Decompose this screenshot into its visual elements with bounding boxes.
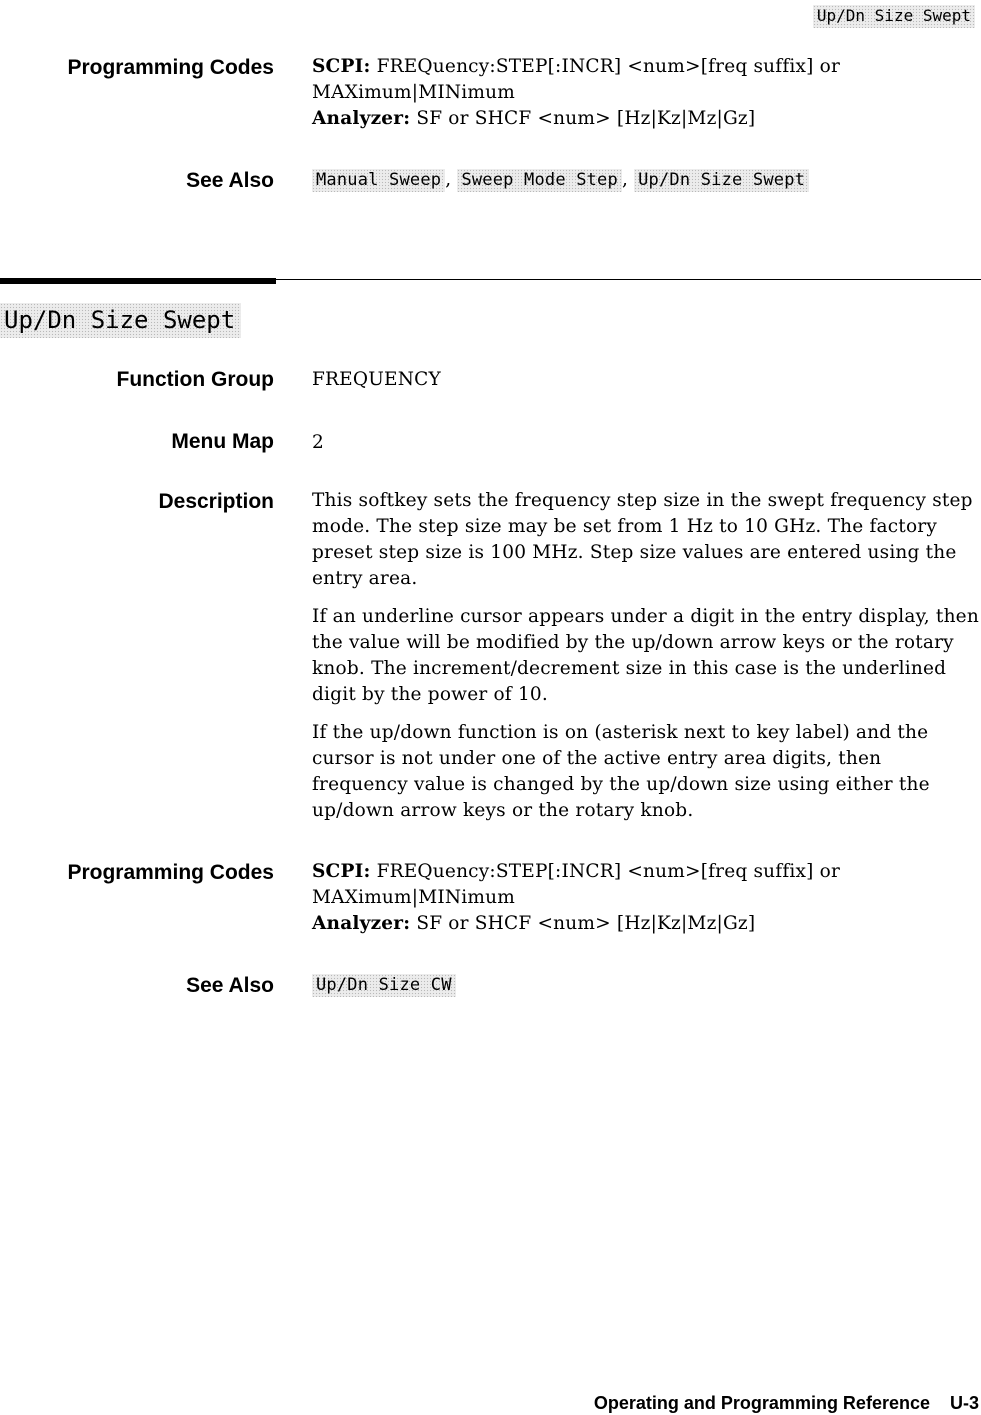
entry-programming-codes-content [312,859,980,937]
see-also-label: See Also [186,169,274,192]
see-also-separator: , [621,169,629,190]
see-also-up-dn-size-swept-key[interactable]: Up/Dn Size Swept [634,169,809,192]
menu-map-label: Menu Map [171,430,274,453]
section-divider-bar [0,278,276,284]
analyzer-lead: Analyzer: [312,108,411,129]
menu-map-value: 2 [312,432,324,453]
description-paragraph: If the up/down function is on (asterisk next to key label) and the cursor is not under one of the active entry area digits, then frequency value is changed by the up/down size using either the up/down arrow keys or the rotary knob. [312,722,930,821]
analyzer-text: SF or SHCF <num> [Hz|Kz|Mz|Gz] [410,108,756,129]
entry-analyzer-lead: Analyzer: [312,913,411,934]
entry-see-also-label: See Also [186,974,274,997]
entry-scpi-line [312,859,980,911]
entry-programming-codes-label: Programming Codes [67,861,274,884]
entry-scpi-lead: SCPI: [312,861,371,882]
see-also-separator: , [445,169,452,190]
running-header-key: Up/Dn Size Swept [813,5,975,28]
description-body [312,488,980,836]
see-also-links [312,167,980,193]
programming-codes-label: Programming Codes [67,56,274,79]
scpi-text: FREQuency:STEP[:INCR] <num>[freq suffix] or MAXimum|MINimum [312,56,841,103]
entry-scpi-text: FREQuency:STEP[:INCR] <num>[freq suffix] or MAXimum|MINimum [312,861,841,908]
programming-codes-content [312,54,980,132]
entry-title-key: Up/Dn Size Swept [0,303,241,338]
description-label: Description [158,490,274,513]
description-paragraph: This softkey sets the frequency step size in the swept frequency step mode. The step size may be set from 1 Hz to 10 GHz. The factory preset step size is 100 MHz. Step size values are entered using the entry area. [312,490,973,589]
description-paragraph: If an underline cursor appears under a digit in the entry display, then the value will be modified by the up/down arrow keys or the rotary knob. The increment/decrement size in this case is the underlined digit by the power of 10. [312,606,979,705]
function-group-value: FREQUENCY [312,369,441,390]
footer-title: Operating and Programming Reference [593,1393,930,1413]
function-group-label: Function Group [116,368,274,391]
scpi-lead: SCPI: [312,56,371,77]
page-number: U-3 [949,1393,979,1413]
see-also-up-dn-size-cw-key[interactable]: Up/Dn Size CW [312,974,456,997]
entry-analyzer-line [312,911,980,937]
analyzer-line [312,106,980,132]
page-footer [594,1393,979,1414]
entry-analyzer-text: SF or SHCF <num> [Hz|Kz|Mz|Gz] [410,913,756,934]
see-also-sweep-mode-step-key[interactable]: Sweep Mode Step [457,169,622,192]
entry-see-also-links [312,972,980,998]
scpi-line [312,54,980,106]
see-also-manual-sweep-key[interactable]: Manual Sweep [312,169,445,192]
